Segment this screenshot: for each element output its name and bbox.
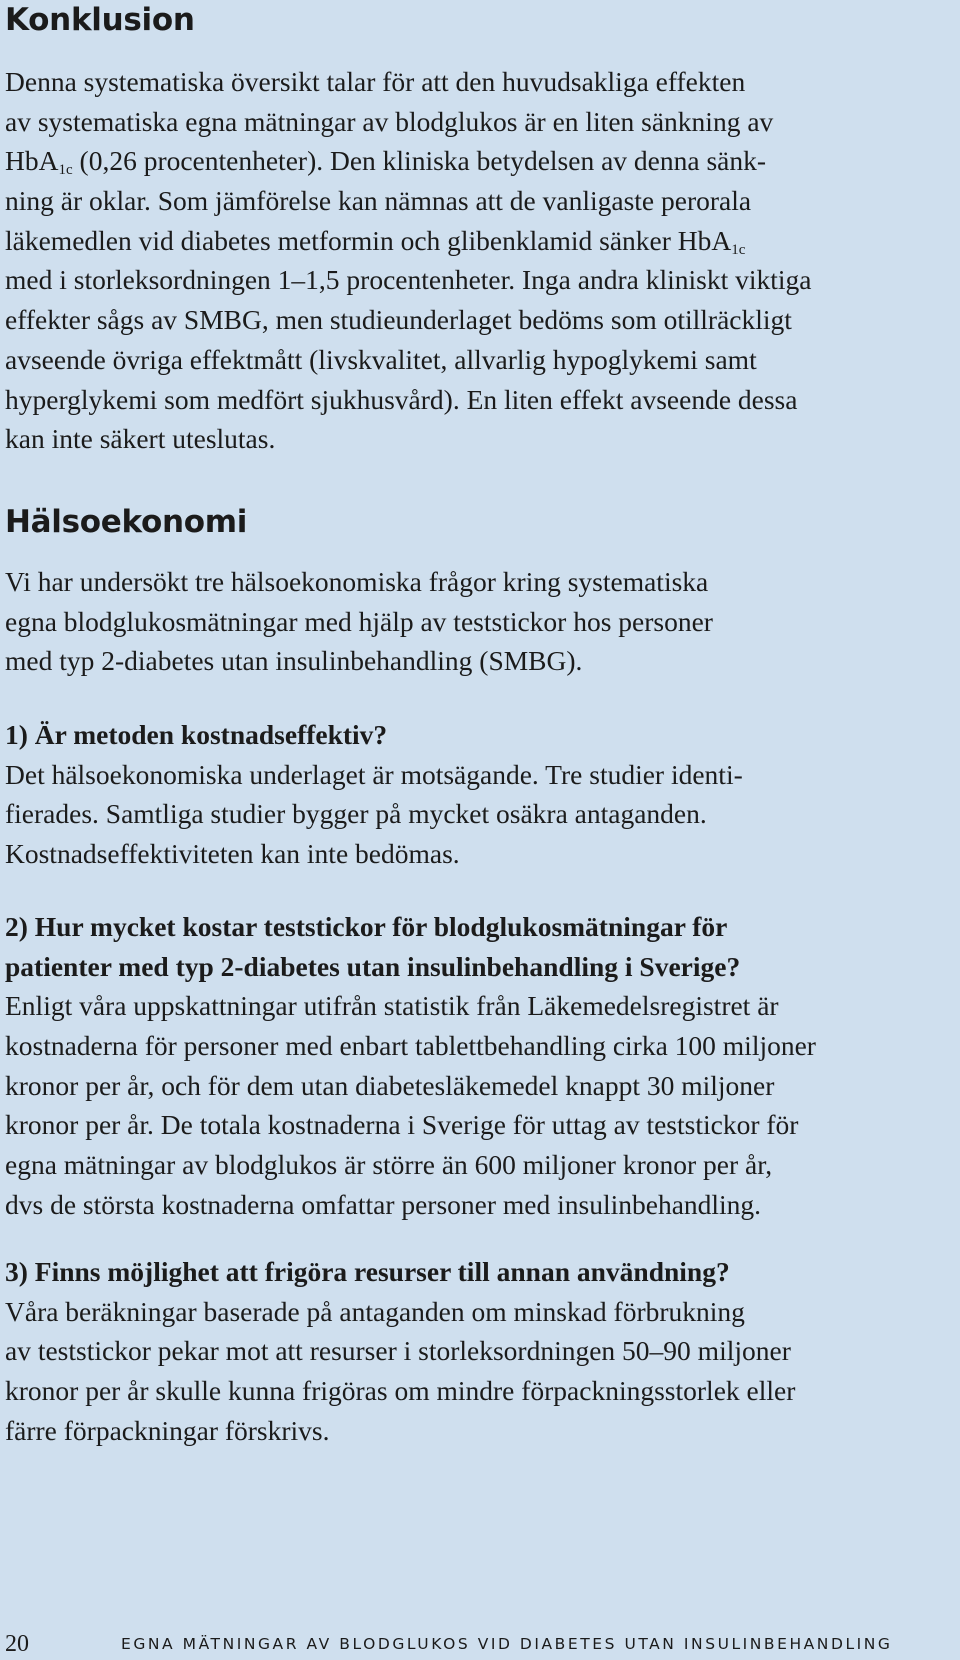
konklusion-paragraph [5, 62, 955, 459]
text-line: kronor per år skulle kunna frigöras om mindre förpackningsstorlek eller [5, 1375, 796, 1407]
text-line: fierades. Samtliga studier bygger på mycket osäkra antaganden. [5, 798, 707, 830]
text-line: egna blodglukosmätningar med hjälp av teststickor hos personer [5, 605, 713, 637]
page-footer [5, 1631, 955, 1657]
subscript: 1c [731, 241, 746, 258]
text-line [5, 141, 955, 181]
text-line: ning är oklar. Som jämförelse kan nämnas att de vanligaste perorala [5, 185, 752, 217]
text-fragment: läkemedlen vid diabetes metformin och glibenklamid sänker HbA [5, 224, 732, 256]
text-line: med i storleksordningen 1–1,5 procentenheter. Inga andra kliniskt viktiga [5, 264, 812, 296]
text-line: färre förpackningar förskrivs. [5, 1414, 330, 1446]
text-line: kronor per år, och för dem utan diabetesläkemedel knappt 30 miljoner [5, 1069, 775, 1101]
question-3-block [5, 1252, 955, 1450]
text-line: hyperglykemi som medfört sjukhusvård). En liten effekt avseende dessa [5, 383, 798, 415]
text-line [5, 221, 955, 261]
text-line: dvs de största kostnaderna omfattar personer med insulinbehandling. [5, 1188, 762, 1220]
text-line: kronor per år. De totala kostnaderna i Sverige för uttag av teststickor för [5, 1109, 799, 1141]
question-1-block [5, 715, 955, 874]
text-line: av systematiska egna mätningar av blodglukos är en liten sänkning av [5, 105, 774, 137]
text-line: kostnaderna för personer med enbart tablettbehandling cirka 100 miljoner [5, 1030, 816, 1062]
halsoekonomi-intro [5, 562, 955, 681]
question-2-block [5, 907, 955, 1225]
text-line: kan inte säkert uteslutas. [5, 423, 276, 455]
question-2-heading: 2) Hur mycket kostar teststickor för blodglukosmätningar för [5, 911, 728, 942]
page-number: 20 [5, 1631, 29, 1657]
text-line: Kostnadseffektiviteten kan inte bedömas. [5, 838, 460, 870]
text-line: Det hälsoekonomiska underlaget är motsägande. Tre studier identi- [5, 758, 743, 790]
question-3-heading: 3) Finns möjlighet att frigöra resurser till annan användning? [5, 1256, 730, 1287]
text-line: effekter sågs av SMBG, men studieunderlaget bedöms som otillräckligt [5, 304, 792, 336]
text-fragment: (0,26 procentenheter). Den kliniska betydelsen av denna sänk- [72, 145, 767, 177]
text-line: Enligt våra uppskattningar utifrån statistik från Läkemedelsregistret är [5, 990, 779, 1022]
section-heading-halsoekonomi: Hälsoekonomi [5, 504, 248, 540]
text-line: Våra beräkningar baserade på antaganden om minskad förbrukning [5, 1295, 745, 1327]
text-line: avseende övriga effektmått (livskvalitet, allvarlig hypoglykemi samt [5, 343, 757, 375]
hba-text: HbA [5, 145, 59, 177]
text-line: Denna systematiska översikt talar för att den huvudsakliga effekten [5, 66, 746, 97]
text-line: av teststickor pekar mot att resurser i storleksordningen 50–90 miljoner [5, 1335, 791, 1367]
text-line: Vi har undersökt tre hälsoekonomiska frågor kring systematiska [5, 566, 709, 597]
section-heading-konklusion: Konklusion [5, 2, 195, 38]
running-title: EGNA MÄTNINGAR AV BLODGLUKOS VID DIABETES UTAN INSULINBEHANDLING [121, 1635, 893, 1653]
question-2-heading: patienter med typ 2-diabetes utan insulinbehandling i Sverige? [5, 950, 741, 982]
text-line: egna mätningar av blodglukos är större än 600 miljoner kronor per år, [5, 1149, 773, 1181]
subscript: 1c [58, 162, 73, 179]
text-line: med typ 2-diabetes utan insulinbehandling (SMBG). [5, 645, 583, 677]
question-1-heading: 1) Är metoden kostnadseffektiv? [5, 719, 388, 750]
